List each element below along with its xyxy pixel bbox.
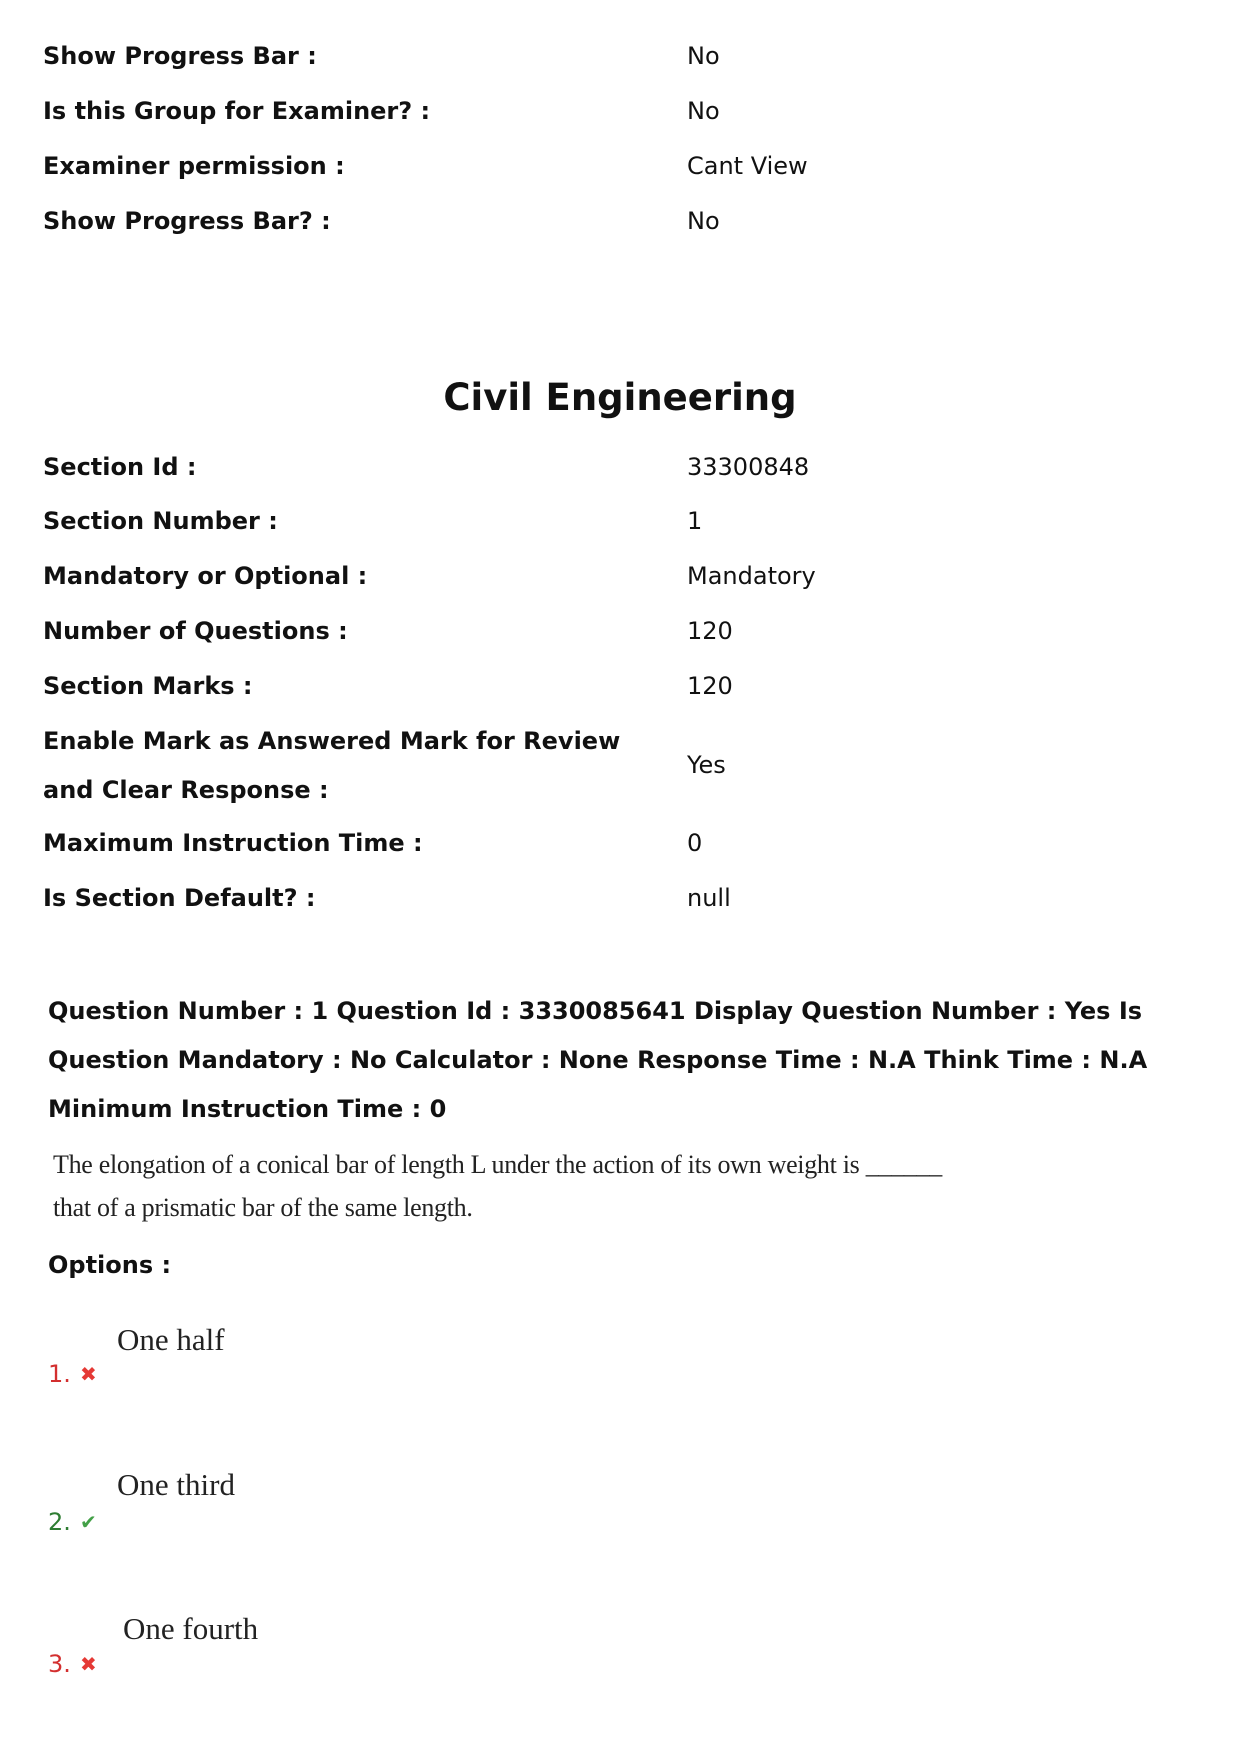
section-label: Maximum Instruction Time : — [43, 829, 423, 857]
section-title: Civil Engineering — [443, 376, 797, 419]
option-item — [48, 1467, 648, 1547]
section-value: 120 — [687, 617, 733, 645]
section-value: null — [687, 884, 731, 912]
settings-label: Show Progress Bar : — [43, 42, 317, 70]
section-label: Enable Mark as Answered Mark for Review and Clear Response : — [43, 727, 621, 804]
section-label: Mandatory or Optional : — [43, 562, 368, 590]
settings-label: Examiner permission : — [43, 152, 345, 180]
cross-icon: ✖ — [80, 1652, 97, 1676]
section-label: Section Marks : — [43, 672, 253, 700]
option-number: 3. — [48, 1650, 71, 1678]
option-text: One half — [117, 1322, 225, 1357]
settings-label: Is this Group for Examiner? : — [43, 97, 431, 125]
settings-label: Show Progress Bar? : — [43, 207, 331, 235]
section-value: 120 — [687, 672, 733, 700]
question-text: The elongation of a conical bar of length L under the action of its own weight is ______ that of a prismatic bar of the same length. — [53, 1150, 942, 1222]
section-value: Mandatory — [687, 562, 816, 590]
settings-value: Cant View — [687, 152, 808, 180]
section-label: Number of Questions : — [43, 617, 348, 645]
section-value: Yes — [687, 751, 726, 779]
option-item — [48, 1611, 648, 1691]
section-value: 33300848 — [687, 453, 810, 481]
option-number: 2. — [48, 1508, 71, 1536]
option-item — [48, 1322, 648, 1402]
check-icon: ✔ — [80, 1510, 97, 1534]
settings-value: No — [687, 42, 720, 70]
section-value: 1 — [687, 507, 703, 535]
options-label: Options : — [48, 1251, 172, 1279]
section-label: Is Section Default? : — [43, 884, 316, 912]
option-text: One fourth — [123, 1611, 259, 1646]
question-meta: Question Number : 1 Question Id : 3330085641 Display Question Number : Yes Is Question Mandatory : No Calculator : None Response Time : N.A Think Time : N.A Minimum Instruction Time : 0 — [48, 997, 1148, 1123]
section-label: Section Id : — [43, 453, 197, 481]
section-value: 0 — [687, 829, 703, 857]
cross-icon: ✖ — [80, 1362, 97, 1386]
settings-value: No — [687, 207, 720, 235]
section-label: Section Number : — [43, 507, 278, 535]
option-number: 1. — [48, 1360, 71, 1388]
option-text: One third — [117, 1467, 235, 1502]
settings-value: No — [687, 97, 720, 125]
